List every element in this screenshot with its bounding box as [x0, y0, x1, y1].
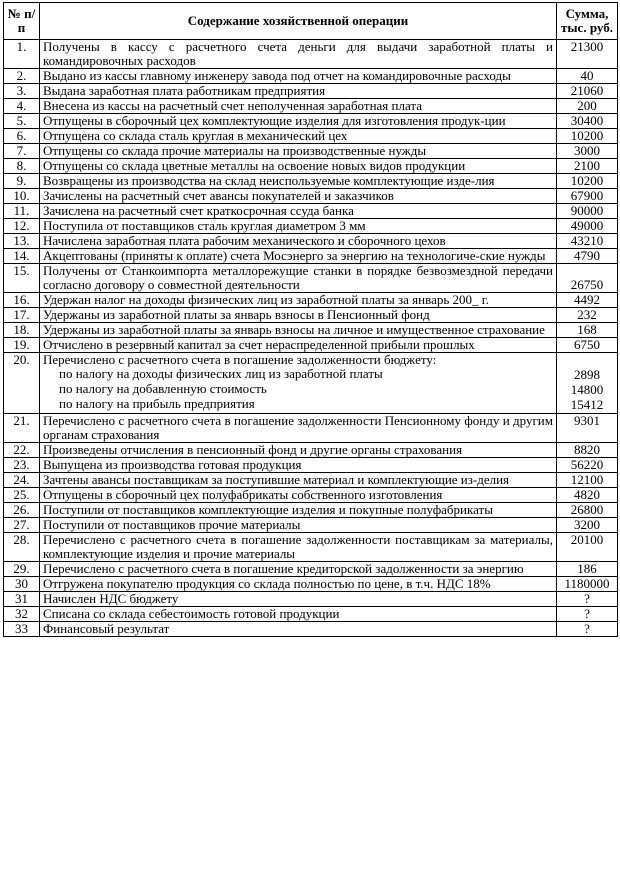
operation-sum: [557, 99, 618, 114]
operations-table: [3, 2, 618, 637]
sum-value: ?: [584, 591, 590, 606]
sum-value: 21300: [570, 39, 604, 54]
operation-text: Удержаны из заработной платы за январь взносы на личное и имущественное страхование: [43, 322, 545, 337]
operation-sum: [557, 577, 618, 592]
header-num: № п/п: [4, 3, 40, 40]
sub-operation-label: по налогу на доходы физических лиц из заработной платы: [59, 366, 383, 381]
row-number: 24.: [4, 473, 40, 488]
table-row: [4, 338, 618, 353]
sum-value: 10200: [570, 128, 604, 143]
row-number: 3.: [4, 84, 40, 99]
operation-text: Получены в кассу с расчетного счета деньги для выдачи заработной платы и командировочных расходов: [43, 39, 553, 68]
row-number: 31: [4, 592, 40, 607]
operation-description: [40, 503, 557, 518]
operation-sum: [557, 592, 618, 607]
table-row: [4, 189, 618, 204]
sum-value: 12100: [570, 472, 604, 487]
row-number: 26.: [4, 503, 40, 518]
sum-value: 43210: [570, 233, 604, 248]
operation-text: Удержаны из заработной платы за январь взносы в Пенсионный фонд: [43, 307, 430, 322]
operation-text: Отпущены в сборочный цех полуфабрикаты собственного изготовления: [43, 487, 443, 502]
operation-description: [40, 353, 557, 414]
operation-text: Выпущена из производства готовая продукция: [43, 457, 302, 472]
operation-sum: [557, 562, 618, 577]
table-row: [4, 488, 618, 503]
table-row: [4, 607, 618, 622]
sum-value: 1180000: [564, 576, 610, 591]
sum-value: 10200: [570, 173, 604, 188]
operation-sum: [557, 308, 618, 323]
sum-value: 3200: [574, 517, 600, 532]
sum-placeholder: [560, 353, 614, 368]
table-row: [4, 144, 618, 159]
operation-text: Отпущены в сборочный цех комплектующие изделия для изготовления продук-ции: [43, 113, 506, 128]
operation-description: [40, 488, 557, 503]
table-row: [4, 518, 618, 533]
row-number: 21.: [4, 414, 40, 443]
row-number: 7.: [4, 144, 40, 159]
table-body: [4, 40, 618, 637]
operation-sum: [557, 174, 618, 189]
operation-description: [40, 323, 557, 338]
operation-text: Зачислены на расчетный счет авансы покупателей и заказчиков: [43, 188, 394, 203]
row-number: 29.: [4, 562, 40, 577]
row-number: 19.: [4, 338, 40, 353]
operation-description: [40, 84, 557, 99]
sub-operation-label: по налогу на прибыль предприятия: [59, 396, 255, 411]
sum-value: 186: [577, 561, 597, 576]
operation-description: [40, 99, 557, 114]
row-number: 13.: [4, 234, 40, 249]
operation-description: [40, 69, 557, 84]
row-number: 4.: [4, 99, 40, 114]
operation-text: Произведены отчисления в пенсионный фонд и другие органы страхования: [43, 442, 463, 457]
operation-sum: [557, 293, 618, 308]
operation-text: Начислена заработная плата рабочим механического и сборочного цехов: [43, 233, 446, 248]
sum-value: ?: [584, 606, 590, 621]
table-row: [4, 577, 618, 592]
row-number: 10.: [4, 189, 40, 204]
operation-text: Отпущена со склада сталь круглая в механический цех: [43, 128, 348, 143]
operation-description: [40, 293, 557, 308]
operation-sum: [557, 607, 618, 622]
operation-sum: [557, 114, 618, 129]
operation-description: [40, 533, 557, 562]
operation-description: [40, 414, 557, 443]
operation-description: [40, 607, 557, 622]
row-number: 1.: [4, 40, 40, 69]
table-row: [4, 40, 618, 69]
operation-sum: [557, 40, 618, 69]
operation-sum: [557, 189, 618, 204]
operation-sum: [557, 338, 618, 353]
operation-description: [40, 518, 557, 533]
sum-value: 4820: [574, 487, 600, 502]
operation-text: Отгружена покупателю продукция со склада полностью по цене, в т.ч. НДС 18%: [43, 576, 491, 591]
row-number: 20.: [4, 353, 40, 414]
operation-text: Зачислена на расчетный счет краткосрочная ссуда банка: [43, 203, 354, 218]
sum-value: 20100: [570, 532, 604, 547]
sum-value: 49000: [570, 218, 604, 233]
table-row: [4, 129, 618, 144]
row-number: 11.: [4, 204, 40, 219]
operation-description: [40, 443, 557, 458]
row-number: 5.: [4, 114, 40, 129]
table-row: [4, 323, 618, 338]
table-row: [4, 473, 618, 488]
operation-description: [40, 562, 557, 577]
header-description: Содержание хозяйственной операции: [40, 3, 557, 40]
sum-value: 4790: [574, 248, 600, 263]
table-row: [4, 69, 618, 84]
operation-text: Поступили от поставщиков прочие материалы: [43, 517, 301, 532]
operation-description: [40, 129, 557, 144]
operation-description: [40, 40, 557, 69]
operation-description: [40, 577, 557, 592]
operation-text: Внесена из кассы на расчетный счет неполученная заработная плата: [43, 98, 423, 113]
operation-description: [40, 174, 557, 189]
sum-value: ?: [584, 621, 590, 636]
sum-value: 30400: [570, 113, 604, 128]
table-row: [4, 443, 618, 458]
table-row: [4, 264, 618, 293]
row-number: 8.: [4, 159, 40, 174]
sub-operation-label: по налогу на добавленную стоимость: [59, 381, 267, 396]
operation-text: Возвращены из производства на склад неиспользуемые комплектующие изде-лия: [43, 173, 495, 188]
operation-description: [40, 264, 557, 293]
operation-text: Получены от Станкоимпорта металлорежущие станки в порядке безвозмездной передачи согласно договору о совместной деятельности: [43, 263, 553, 292]
sub-operation-sum: 14800: [570, 382, 604, 397]
sum-value: 4492: [574, 292, 600, 307]
operation-sum: [557, 84, 618, 99]
operation-sum: [557, 458, 618, 473]
operation-sum: [557, 144, 618, 159]
operation-sum: [557, 264, 618, 293]
operation-sum: [557, 204, 618, 219]
operation-description: [40, 144, 557, 159]
table-row: [4, 308, 618, 323]
table-header-row: [4, 3, 618, 40]
table-row: [4, 234, 618, 249]
operation-description: [40, 219, 557, 234]
operation-sum: [557, 219, 618, 234]
operation-sum: [557, 69, 618, 84]
sum-value: 8820: [574, 442, 600, 457]
row-number: 2.: [4, 69, 40, 84]
operation-sum: [557, 533, 618, 562]
operation-sum: [557, 622, 618, 637]
row-number: 23.: [4, 458, 40, 473]
sum-value: 67900: [570, 188, 604, 203]
operation-sum: [557, 488, 618, 503]
table-row: [4, 99, 618, 114]
header-sum: Сумма, тыс. руб.: [557, 3, 618, 40]
row-number: 14.: [4, 249, 40, 264]
operation-text: Зачтены авансы поставщикам за поступившие материал и комплектующие из-делия: [43, 472, 510, 487]
operation-description: [40, 622, 557, 637]
operation-text: Акцептованы (приняты к оплате) счета Мосэнерго за энергию на технологиче-ские нужды: [43, 248, 546, 263]
operation-sum: [557, 443, 618, 458]
sub-operation-sum: 15412: [570, 397, 604, 412]
operation-sum: [557, 249, 618, 264]
operation-text: Отчислено в резервный капитал за счет нераспределенной прибыли прошлых: [43, 337, 475, 352]
table-row: [4, 114, 618, 129]
sum-value: 26750: [570, 277, 604, 292]
sum-value: 6750: [574, 337, 600, 352]
table-row: [4, 592, 618, 607]
table-row: [4, 84, 618, 99]
operation-description: [40, 458, 557, 473]
operation-description: [40, 249, 557, 264]
row-number: 6.: [4, 129, 40, 144]
row-number: 30: [4, 577, 40, 592]
table-row: [4, 562, 618, 577]
sum-value: 200: [577, 98, 597, 113]
operation-text: Поступила от поставщиков сталь круглая диаметром 3 мм: [43, 218, 366, 233]
table-row: [4, 293, 618, 308]
operation-text: Поступили от поставщиков комплектующие изделия и покупные полуфабрикаты: [43, 502, 493, 517]
table-row: [4, 174, 618, 189]
row-number: 32: [4, 607, 40, 622]
operation-text: Перечислено с расчетного счета в погашение задолженности поставщикам за материалы, комплектующие изделия и прочие материалы: [43, 532, 553, 561]
table-row: [4, 533, 618, 562]
operation-sum: [557, 234, 618, 249]
operation-sum: [557, 129, 618, 144]
table-row: [4, 219, 618, 234]
row-number: 25.: [4, 488, 40, 503]
operation-description: [40, 592, 557, 607]
sum-value: 9301: [574, 413, 600, 428]
operation-description: [40, 159, 557, 174]
operation-description: [40, 189, 557, 204]
operation-sum: [557, 353, 618, 414]
sub-operation-sum: 2898: [574, 367, 600, 382]
row-number: 18.: [4, 323, 40, 338]
row-number: 17.: [4, 308, 40, 323]
table-row: [4, 622, 618, 637]
operation-description: [40, 338, 557, 353]
row-number: 15.: [4, 264, 40, 293]
sum-value: 3000: [574, 143, 600, 158]
row-number: 12.: [4, 219, 40, 234]
sum-value: 2100: [574, 158, 600, 173]
operation-text: Выдана заработная плата работникам предприятия: [43, 83, 326, 98]
operation-text: Перечислено с расчетного счета в погашение кредиторской задолженности за энергию: [43, 561, 524, 576]
operation-description: [40, 114, 557, 129]
operation-sum: [557, 159, 618, 174]
sum-value: 232: [577, 307, 597, 322]
sum-value: 40: [580, 68, 594, 83]
operation-description: [40, 308, 557, 323]
table-row: [4, 204, 618, 219]
operation-sum: [557, 503, 618, 518]
operation-text: Отпущены со склада прочие материалы на производственные нужды: [43, 143, 427, 158]
sum-value: 21060: [570, 83, 604, 98]
operation-text: Начислен НДС бюджету: [43, 591, 179, 606]
row-number: 27.: [4, 518, 40, 533]
operation-description: [40, 204, 557, 219]
operation-text: Перечислено с расчетного счета в погашение задолженности бюджету:: [43, 352, 437, 367]
row-number: 22.: [4, 443, 40, 458]
sum-value: 56220: [570, 457, 604, 472]
operation-sum: [557, 518, 618, 533]
operation-text: Отпущены со склада цветные металлы на освоение новых видов продукции: [43, 158, 466, 173]
table-row: [4, 414, 618, 443]
row-number: 9.: [4, 174, 40, 189]
operation-text: Перечислено с расчетного счета в погашение задолженности Пенсионному фонду и другим органам страхования: [43, 413, 553, 442]
sum-value: 168: [577, 322, 597, 337]
sum-value: 26800: [570, 502, 604, 517]
operation-description: [40, 234, 557, 249]
operation-sum: [557, 473, 618, 488]
table-row: [4, 458, 618, 473]
operation-text: Финансовый результат: [43, 621, 170, 636]
table-row: [4, 353, 618, 414]
operation-description: [40, 473, 557, 488]
table-row: [4, 249, 618, 264]
operation-text: Удержан налог на доходы физических лиц из заработной платы за январь 200_ г.: [43, 292, 489, 307]
table-row: [4, 159, 618, 174]
operation-sum: [557, 323, 618, 338]
row-number: 33: [4, 622, 40, 637]
operation-text: Списана со склада себестоимость готовой продукции: [43, 606, 340, 621]
row-number: 16.: [4, 293, 40, 308]
row-number: 28.: [4, 533, 40, 562]
sum-value: 90000: [570, 203, 604, 218]
table-row: [4, 503, 618, 518]
operation-sum: [557, 414, 618, 443]
operation-text: Выдано из кассы главному инженеру завода под отчет на командировочные расходы: [43, 68, 511, 83]
